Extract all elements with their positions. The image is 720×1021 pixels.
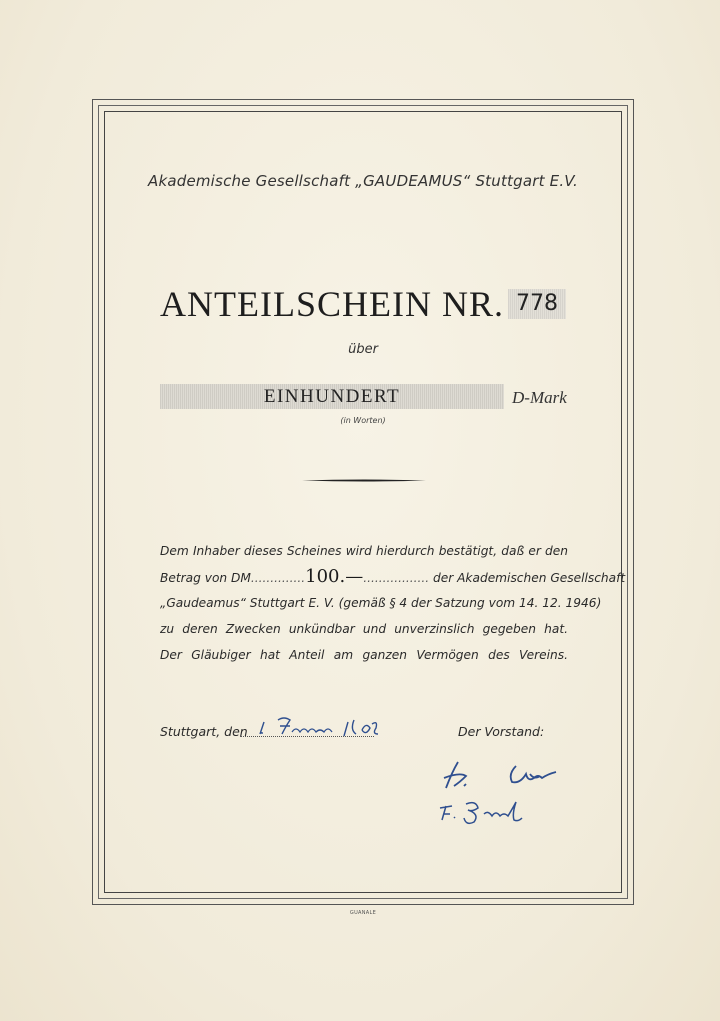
printer-mark: GUANALE	[349, 910, 377, 916]
society-name: Akademische Gesellschaft „GAUDEAMUS“ Stuttgart E.V.	[147, 172, 579, 190]
certificate-title: ANTEILSCHEIN NR.	[160, 284, 504, 324]
currency-label: D-Mark	[512, 388, 567, 407]
board-label: Der Vorstand:	[458, 724, 545, 739]
dotted-leader: ..............	[250, 571, 306, 585]
certificate-number: 778	[508, 289, 566, 319]
amount-figure: 100.—	[305, 566, 364, 587]
body-line-3: „Gaudeamus“ Stuttgart E. V. (gemäß § 4 der Satzung vom 14. 12. 1946)	[160, 596, 602, 610]
body-line-4: zu deren Zwecken unkündbar und unverzinslich gegeben hat.	[160, 622, 568, 636]
amount-suffix: der Akademischen Gesellschaft	[432, 571, 626, 585]
title-row	[160, 283, 580, 325]
amount-prefix: Betrag von DM	[160, 571, 251, 585]
ornamental-divider	[302, 479, 426, 482]
signature-2	[436, 796, 536, 832]
amount-in-words: EINHUNDERT	[263, 386, 401, 407]
body-line-1: Dem Inhaber dieses Scheines wird hierdurch bestätigt, daß er den	[160, 544, 568, 558]
dotted-leader: .................	[363, 571, 430, 585]
in-words-note: (in Worten)	[340, 416, 386, 425]
handwritten-date	[250, 712, 390, 740]
ueber-label: über	[348, 342, 378, 357]
body-line-2	[160, 564, 626, 590]
place-label: Stuttgart, den	[160, 724, 248, 739]
signature-1	[430, 752, 580, 794]
body-line-5: Der Gläubiger hat Anteil am ganzen Vermögen des Vereins.	[160, 648, 568, 662]
certificate-body	[160, 538, 626, 668]
